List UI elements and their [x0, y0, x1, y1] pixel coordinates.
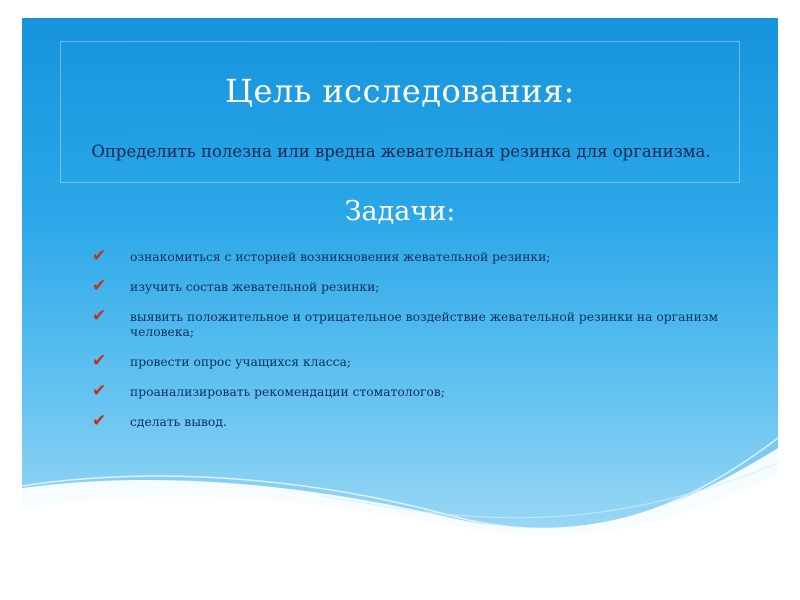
task-item	[92, 411, 762, 431]
slide-title: Цель исследования:	[225, 72, 575, 110]
task-text: провести опрос учащихся класса;	[130, 355, 352, 369]
check-mark-icon: ✔	[92, 351, 107, 371]
check-mark-icon: ✔	[92, 276, 107, 296]
tasks-heading: Задачи:	[344, 196, 456, 227]
task-item	[92, 381, 762, 401]
task-item	[92, 306, 762, 340]
task-text: проанализировать рекомендации стоматологов;	[130, 385, 445, 399]
task-text: изучить состав жевательной резинки;	[130, 280, 380, 294]
task-text: ознакомиться с историей возникновения жевательной резинки;	[130, 250, 551, 264]
title-box	[60, 41, 740, 183]
task-item	[92, 276, 762, 296]
task-text: выявить положительное и отрицательное воздействие жевательной резинки на организм человека;	[130, 310, 719, 339]
check-mark-icon: ✔	[92, 381, 107, 401]
check-mark-icon: ✔	[92, 306, 107, 326]
task-text: сделать вывод.	[130, 415, 227, 429]
check-mark-icon: ✔	[92, 246, 107, 266]
task-list	[92, 246, 762, 445]
task-item	[92, 351, 762, 371]
check-mark-icon: ✔	[92, 411, 107, 431]
slide	[22, 18, 778, 568]
task-item	[92, 246, 762, 266]
research-goal-text: Определить полезна или вредна жевательная резинка для организма.	[91, 142, 711, 161]
